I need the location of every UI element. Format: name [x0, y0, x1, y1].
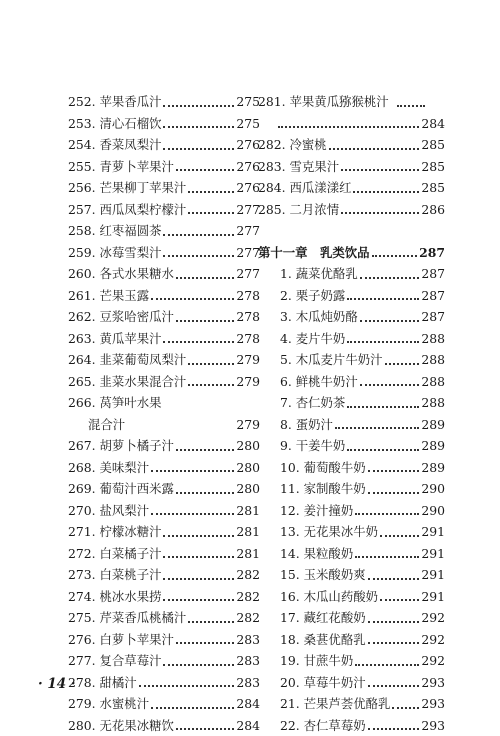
entry-title: 263. 黄瓜苹果汁: [68, 328, 161, 350]
toc-entry: [68, 220, 260, 242]
leader-dots: [335, 427, 419, 429]
toc-entry-continuation: [258, 113, 445, 135]
toc-entry: [258, 371, 445, 393]
entry-title: 267. 胡萝卜橘子汁: [68, 435, 174, 457]
entry-title: 21. 芒果芦荟优酪乳: [280, 693, 390, 715]
entry-title: 255. 青萝卜苹果汁: [68, 156, 174, 178]
leader-dots: [368, 728, 420, 730]
toc-entry: [68, 500, 260, 522]
entry-title: 19. 甘蔗牛奶: [280, 650, 353, 672]
leader-dots: [176, 169, 234, 171]
entry-title: 4. 麦片牛奶: [280, 328, 345, 350]
entry-page: 279: [236, 414, 260, 436]
leader-dots: [163, 578, 234, 580]
leader-dots: [163, 126, 234, 128]
entry-page: 281: [236, 543, 260, 565]
entry-page: 276: [236, 156, 260, 178]
entry-page: 291: [421, 521, 445, 543]
entry-title: 273. 白菜桃子汁: [68, 564, 161, 586]
leader-dots: [353, 191, 419, 193]
entry-page: 292: [421, 607, 445, 629]
chapter-title: 第十一章 乳类饮品: [258, 242, 370, 264]
entry-title: 6. 鲜桃牛奶汁: [280, 371, 358, 393]
entry-page: 282: [236, 564, 260, 586]
toc-entry: [258, 328, 445, 350]
toc-entry: [258, 607, 445, 629]
entry-title: 265. 韭菜水果混合汁: [68, 371, 186, 393]
entry-page: 279: [236, 371, 260, 393]
entry-page: 288: [421, 328, 445, 350]
entry-title: 271. 柠檬冰糖汁: [68, 521, 161, 543]
entry-title: 284. 西瓜漾漾红: [258, 177, 351, 199]
entry-page: 286: [421, 199, 445, 221]
leader-dots: [163, 255, 234, 257]
toc-entry: [68, 693, 260, 715]
entry-page: 287: [421, 306, 445, 328]
leader-dots: [341, 212, 419, 214]
entry-title: 258. 红枣福圆茶: [68, 220, 161, 242]
toc-entry: [258, 177, 445, 199]
toc-entry: [258, 500, 445, 522]
toc-entry: [68, 715, 260, 736]
leader-dots: [163, 341, 234, 343]
entry-title: 16. 木瓜山药酸奶: [280, 586, 378, 608]
leader-dots: [188, 191, 234, 193]
entry-title: 17. 藏红花酸奶: [280, 607, 366, 629]
leader-dots: [176, 492, 234, 494]
entry-page: 288: [421, 371, 445, 393]
leader-dots: [355, 556, 419, 558]
entry-title: 283. 雪克果汁: [258, 156, 339, 178]
toc-entry: [258, 91, 445, 113]
page-number: · 14 ·: [38, 676, 76, 692]
entry-title: 8. 蛋奶汁: [280, 414, 333, 436]
leader-dots: [329, 148, 420, 150]
entry-title: 261. 芒果玉露: [68, 285, 149, 307]
entry-title: 254. 香菜凤梨汁: [68, 134, 161, 156]
leader-dots: [360, 320, 420, 322]
toc-entry: [68, 306, 260, 328]
entry-page: 284: [421, 113, 445, 135]
toc-entry: [68, 521, 260, 543]
toc-entry: [68, 392, 260, 414]
toc-entry: [68, 607, 260, 629]
leader-dots: [188, 212, 234, 214]
toc-entry: [68, 177, 260, 199]
toc-entry: [68, 371, 260, 393]
leader-dots: [380, 599, 419, 601]
leader-dots: [368, 492, 420, 494]
entry-page: 277: [236, 242, 260, 264]
entry-title: 13. 无花果冰牛奶: [280, 521, 378, 543]
entry-title: 268. 美味梨汁: [68, 457, 149, 479]
toc-entry: [258, 543, 445, 565]
entry-title: 7. 杏仁奶茶: [280, 392, 345, 414]
toc-entry: [68, 113, 260, 135]
entry-page: 287: [421, 263, 445, 285]
toc-entry: [258, 650, 445, 672]
entry-page: 292: [421, 629, 445, 651]
entry-page: 285: [421, 134, 445, 156]
entry-page: 279: [236, 349, 260, 371]
entry-title: 2. 栗子奶露: [280, 285, 345, 307]
toc-entry: [68, 629, 260, 651]
leader-dots: [368, 642, 420, 644]
entry-page: 275: [236, 113, 260, 135]
toc-entry: [258, 156, 445, 178]
toc-entry: [68, 134, 260, 156]
leader-dots: [139, 685, 235, 687]
toc-entry: [68, 328, 260, 350]
leader-dots: [347, 406, 419, 408]
entry-page: 276: [236, 134, 260, 156]
toc-entry: [68, 156, 260, 178]
toc-entry: [258, 414, 445, 436]
entry-page: 277: [236, 199, 260, 221]
toc-entry: [68, 650, 260, 672]
entry-title: 260. 各式水果糖水: [68, 263, 174, 285]
entry-title: 256. 芒果柳丁苹果汁: [68, 177, 186, 199]
entry-page: 281: [236, 521, 260, 543]
toc-entry: [68, 435, 260, 457]
entry-page: 289: [421, 414, 445, 436]
leader-dots: [176, 449, 234, 451]
toc-entry: [258, 134, 445, 156]
entry-page: 291: [421, 586, 445, 608]
toc-entry: [68, 242, 260, 264]
entry-page: 291: [421, 543, 445, 565]
leader-dots: [188, 621, 234, 623]
toc-left-column: [68, 91, 260, 736]
entry-title: 274. 桃冰水果捞: [68, 586, 161, 608]
leader-dots: [163, 599, 234, 601]
entry-title: 混合汁: [88, 414, 125, 436]
entry-page: 288: [421, 349, 445, 371]
leader-dots: [360, 277, 420, 279]
entry-page: 293: [421, 715, 445, 736]
toc-entry: [258, 199, 445, 221]
entry-page: 287: [421, 285, 445, 307]
entry-title: 281. 苹果黄瓜猕猴桃汁: [258, 91, 389, 113]
entry-page: 283: [236, 629, 260, 651]
entry-page: 275: [236, 91, 260, 113]
entry-page: 287: [419, 242, 445, 264]
leader-dots: [163, 105, 234, 107]
section-spacer: [258, 220, 445, 242]
entry-title: 12. 姜汁撞奶: [280, 500, 353, 522]
toc-entry: [68, 564, 260, 586]
entry-title: 253. 清心石榴饮: [68, 113, 161, 135]
entry-title: 279. 水蜜桃汁: [68, 693, 149, 715]
toc-entry: [68, 457, 260, 479]
toc-entry: [68, 285, 260, 307]
leader-dots: [368, 685, 420, 687]
entry-title: 264. 韭菜葡萄凤梨汁: [68, 349, 186, 371]
entry-page: 280: [236, 435, 260, 457]
leader-dots: [347, 341, 419, 343]
toc-entry-continuation: [68, 414, 260, 436]
entry-title: 252. 苹果香瓜汁: [68, 91, 161, 113]
toc-entry: [68, 586, 260, 608]
entry-page: 282: [236, 586, 260, 608]
entry-page: 280: [236, 457, 260, 479]
toc-entry: [258, 521, 445, 543]
entry-title: 9. 干姜牛奶: [280, 435, 345, 457]
toc-entry: [258, 263, 445, 285]
entry-page: 291: [421, 564, 445, 586]
entry-title: 257. 西瓜凤梨柠檬汁: [68, 199, 186, 221]
leader-dots: [163, 234, 234, 236]
entry-title: 266. 莴笋叶水果: [68, 392, 161, 414]
leader-dots: [341, 169, 419, 171]
entry-title: 276. 白萝卜苹果汁: [68, 629, 174, 651]
toc-entry: [258, 457, 445, 479]
leader-dots: [163, 664, 234, 666]
toc-entry: [258, 285, 445, 307]
toc-entry: [258, 672, 445, 694]
entry-page: 283: [236, 650, 260, 672]
entry-title: 3. 木瓜炖奶酪: [280, 306, 358, 328]
entry-page: 281: [236, 500, 260, 522]
entry-title: 285. 二月浓情: [258, 199, 339, 221]
entry-title: 5. 木瓜麦片牛奶汁: [280, 349, 383, 371]
leader-dots: [163, 148, 234, 150]
leader-dots: [176, 728, 234, 730]
leader-dots: [163, 535, 234, 537]
entry-page: 292: [421, 650, 445, 672]
entry-title: 270. 盐风梨汁: [68, 500, 149, 522]
entry-page: 280: [236, 478, 260, 500]
entry-page: 285: [421, 177, 445, 199]
leader-dots: [380, 535, 419, 537]
entry-page: 289: [421, 457, 445, 479]
toc-entry: [68, 478, 260, 500]
toc-entry: [68, 672, 260, 694]
entry-title: 1. 蔬菜优酪乳: [280, 263, 358, 285]
entry-page: 278: [236, 328, 260, 350]
entry-title: 280. 无花果冰糖饮: [68, 715, 174, 736]
entry-title: 20. 草莓牛奶汁: [280, 672, 366, 694]
leader-dots: [368, 470, 420, 472]
chapter-heading: [258, 242, 445, 264]
entry-page: 285: [421, 156, 445, 178]
leader-dots: [347, 298, 419, 300]
toc-entry: [258, 435, 445, 457]
leader-dots: [278, 126, 419, 128]
leader-dots: [372, 255, 418, 257]
entry-page: 277: [236, 263, 260, 285]
entry-page: 284: [236, 715, 260, 736]
entry-title: 11. 家制酸牛奶: [280, 478, 366, 500]
entry-page: 278: [236, 285, 260, 307]
entry-title: 278. 甜橘汁: [68, 672, 137, 694]
leader-dots: [368, 621, 420, 623]
entry-page: 289: [421, 435, 445, 457]
leader-dots: [355, 664, 419, 666]
toc-entry: [258, 478, 445, 500]
leader-dots: [188, 363, 234, 365]
toc-entry: [68, 91, 260, 113]
toc-entry: [258, 693, 445, 715]
toc-entry: [258, 586, 445, 608]
leader-dots: [176, 277, 234, 279]
toc-entry: [258, 715, 445, 736]
toc-entry: [68, 543, 260, 565]
entry-title: 275. 芹菜香瓜桃橘汁: [68, 607, 186, 629]
leader-dots: [397, 105, 425, 107]
leader-dots: [163, 556, 234, 558]
toc-entry: [258, 564, 445, 586]
entry-page: 282: [236, 607, 260, 629]
leader-dots: [151, 298, 234, 300]
toc-entry: [258, 392, 445, 414]
leader-dots: [151, 470, 234, 472]
entry-page: 293: [421, 693, 445, 715]
leader-dots: [355, 513, 419, 515]
entry-title: 10. 葡萄酸牛奶: [280, 457, 366, 479]
leader-dots: [176, 320, 234, 322]
leader-dots: [151, 513, 234, 515]
toc-entry: [258, 306, 445, 328]
entry-page: 290: [421, 478, 445, 500]
toc-entry: [68, 263, 260, 285]
entry-page: 293: [421, 672, 445, 694]
toc-entry: [258, 629, 445, 651]
toc-entry: [68, 199, 260, 221]
leader-dots: [385, 363, 420, 365]
entry-title: 15. 玉米酸奶爽: [280, 564, 366, 586]
entry-title: 22. 杏仁草莓奶: [280, 715, 366, 736]
entry-page: 276: [236, 177, 260, 199]
leader-dots: [151, 707, 234, 709]
entry-page: 278: [236, 306, 260, 328]
leader-dots: [368, 578, 420, 580]
leader-dots: [176, 642, 234, 644]
entry-title: 282. 冷蜜桃: [258, 134, 327, 156]
entry-page: 284: [236, 693, 260, 715]
toc-entry: [258, 349, 445, 371]
entry-page: 283: [236, 672, 260, 694]
entry-page: 290: [421, 500, 445, 522]
toc-entry: [68, 349, 260, 371]
leader-dots: [188, 384, 234, 386]
entry-title: 14. 果粒酸奶: [280, 543, 353, 565]
entry-title: 277. 复合草莓汁: [68, 650, 161, 672]
entry-title: 262. 豆浆哈密瓜汁: [68, 306, 174, 328]
entry-title: 259. 冰莓雪梨汁: [68, 242, 161, 264]
leader-dots: [360, 384, 420, 386]
entry-page: 288: [421, 392, 445, 414]
toc-right-column: [258, 91, 445, 736]
entry-title: 272. 白菜橘子汁: [68, 543, 161, 565]
entry-page: 277: [236, 220, 260, 242]
entry-title: 269. 葡萄汁西米露: [68, 478, 174, 500]
entry-title: 18. 桑葚优酪乳: [280, 629, 366, 651]
leader-dots: [392, 707, 419, 709]
leader-dots: [347, 449, 419, 451]
